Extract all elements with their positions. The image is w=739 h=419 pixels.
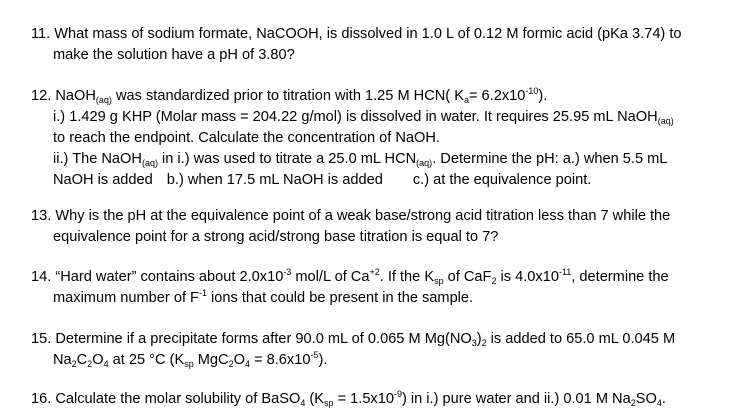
question-text: ) <box>476 331 482 347</box>
question-text: = 6.2x10 <box>468 88 526 104</box>
question-11 <box>31 24 731 66</box>
subscript: 3 <box>471 338 477 348</box>
question-text: ) in i.) pure water and ii.) 0.01 M Na <box>401 391 631 407</box>
question-text: b.) when 17.5 mL NaOH is added <box>166 172 383 188</box>
question-text: C <box>76 352 88 368</box>
subscript: 4 <box>103 359 109 369</box>
question-number: 15. <box>31 331 52 347</box>
question-text: at 25 °C (K <box>108 352 185 368</box>
subscript: 2 <box>228 359 234 369</box>
superscript: -3 <box>283 267 292 277</box>
question-line <box>31 389 731 410</box>
question-text: “Hard water” contains about 2.0x10 <box>55 269 284 285</box>
question-text: Determine if a precipitate forms after 90.0 mL of 0.065 M Mg(NO <box>55 331 472 347</box>
subscript: a <box>463 95 469 105</box>
question-line <box>31 128 731 149</box>
formula-text: NaOH <box>55 88 96 104</box>
subscript: 2 <box>481 338 487 348</box>
superscript: -5 <box>310 350 319 360</box>
question-number: 16. <box>31 391 52 407</box>
subscript: (aq) <box>416 158 433 168</box>
question-text: . Determine the pH: a.) when 5.5 mL <box>432 151 668 167</box>
question-line <box>31 170 731 191</box>
subscript: sp <box>434 276 444 286</box>
question-text: is added to 65.0 mL 0.045 M <box>486 331 676 347</box>
question-line <box>31 45 731 66</box>
question-line <box>31 288 731 309</box>
superscript: -11 <box>558 267 572 277</box>
question-line <box>31 206 731 227</box>
question-text: is 4.0x10 <box>496 269 559 285</box>
question-text: What mass of sodium formate, NaCOOH, is dissolved in 1.0 L of 0.12 M formic acid (pKa 3.74) to <box>54 26 682 42</box>
question-line <box>31 227 731 248</box>
question-text: equivalence point for a strong acid/strong base titration is equal to 7? <box>53 229 499 245</box>
question-text: Calculate the molar solubility of BaSO <box>55 391 301 407</box>
subscript: 2 <box>491 276 497 286</box>
question-text: = 1.5x10 <box>333 391 394 407</box>
question-text: ). <box>538 88 548 104</box>
subscript: 4 <box>300 398 306 408</box>
question-text: ions that could be present in the sample. <box>207 290 474 306</box>
question-text: . If the K <box>379 269 435 285</box>
question-text: (K <box>305 391 324 407</box>
question-text: mol/L of Ca <box>291 269 370 285</box>
question-text: NaOH is added <box>53 172 153 188</box>
question-line <box>31 107 731 128</box>
question-line <box>31 267 731 288</box>
question-text: = 8.6x10 <box>249 352 311 368</box>
question-text: in i.) was used to titrate a 25.0 mL HCN <box>157 151 417 167</box>
question-line <box>31 24 731 45</box>
superscript: -9 <box>393 389 402 399</box>
question-text: make the solution have a pH of 3.80? <box>53 47 295 63</box>
subscript: 2 <box>87 359 93 369</box>
question-text: to reach the endpoint. Calculate the concentration of NaOH. <box>53 130 440 146</box>
subscript: (aq) <box>95 95 112 105</box>
question-text: MgC <box>193 352 229 368</box>
subscript: 4 <box>656 398 662 408</box>
question-text: maximum number of F <box>53 290 199 306</box>
question-line <box>31 86 731 107</box>
question-text: Why is the pH at the equivalence point of a weak base/strong acid titration less than 7 while the <box>55 208 671 224</box>
question-text: ). <box>318 352 328 368</box>
question-15 <box>31 329 731 371</box>
question-text: i.) 1.429 g KHP (Molar mass = 204.22 g/mol) is dissolved in water. It requires 25.95 mL NaOH <box>53 109 658 125</box>
superscript: -10 <box>525 86 539 96</box>
subscript: (aq) <box>141 158 158 168</box>
subscript: sp <box>184 359 194 369</box>
question-number: 14. <box>31 269 52 285</box>
superscript: +2 <box>369 267 380 277</box>
subscript: 2 <box>630 398 636 408</box>
question-number: 13. <box>31 208 52 224</box>
question-12 <box>31 86 731 191</box>
question-text: c.) at the equivalence point. <box>412 172 592 188</box>
subscript: sp <box>324 398 334 408</box>
question-text: O <box>233 352 245 368</box>
question-text: . <box>661 391 666 407</box>
question-text: was standardized prior to titration with 1.25 M HCN( K <box>111 88 464 104</box>
question-14 <box>31 267 731 309</box>
question-line <box>31 149 731 170</box>
question-text: Na <box>53 352 72 368</box>
question-line <box>31 329 731 350</box>
question-text: of CaF <box>443 269 492 285</box>
subscript: 2 <box>71 359 77 369</box>
superscript: -1 <box>198 288 207 298</box>
subscript: 4 <box>244 359 250 369</box>
question-number: 11. <box>31 26 51 42</box>
question-13 <box>31 206 731 248</box>
question-line <box>31 350 731 371</box>
subscript: (aq) <box>657 116 674 126</box>
question-16 <box>31 389 731 410</box>
question-number: 12. <box>31 88 52 104</box>
question-text: , determine the <box>571 269 669 285</box>
question-text: O <box>92 352 104 368</box>
question-text: ii.) The NaOH <box>53 151 142 167</box>
question-text: SO <box>635 391 657 407</box>
